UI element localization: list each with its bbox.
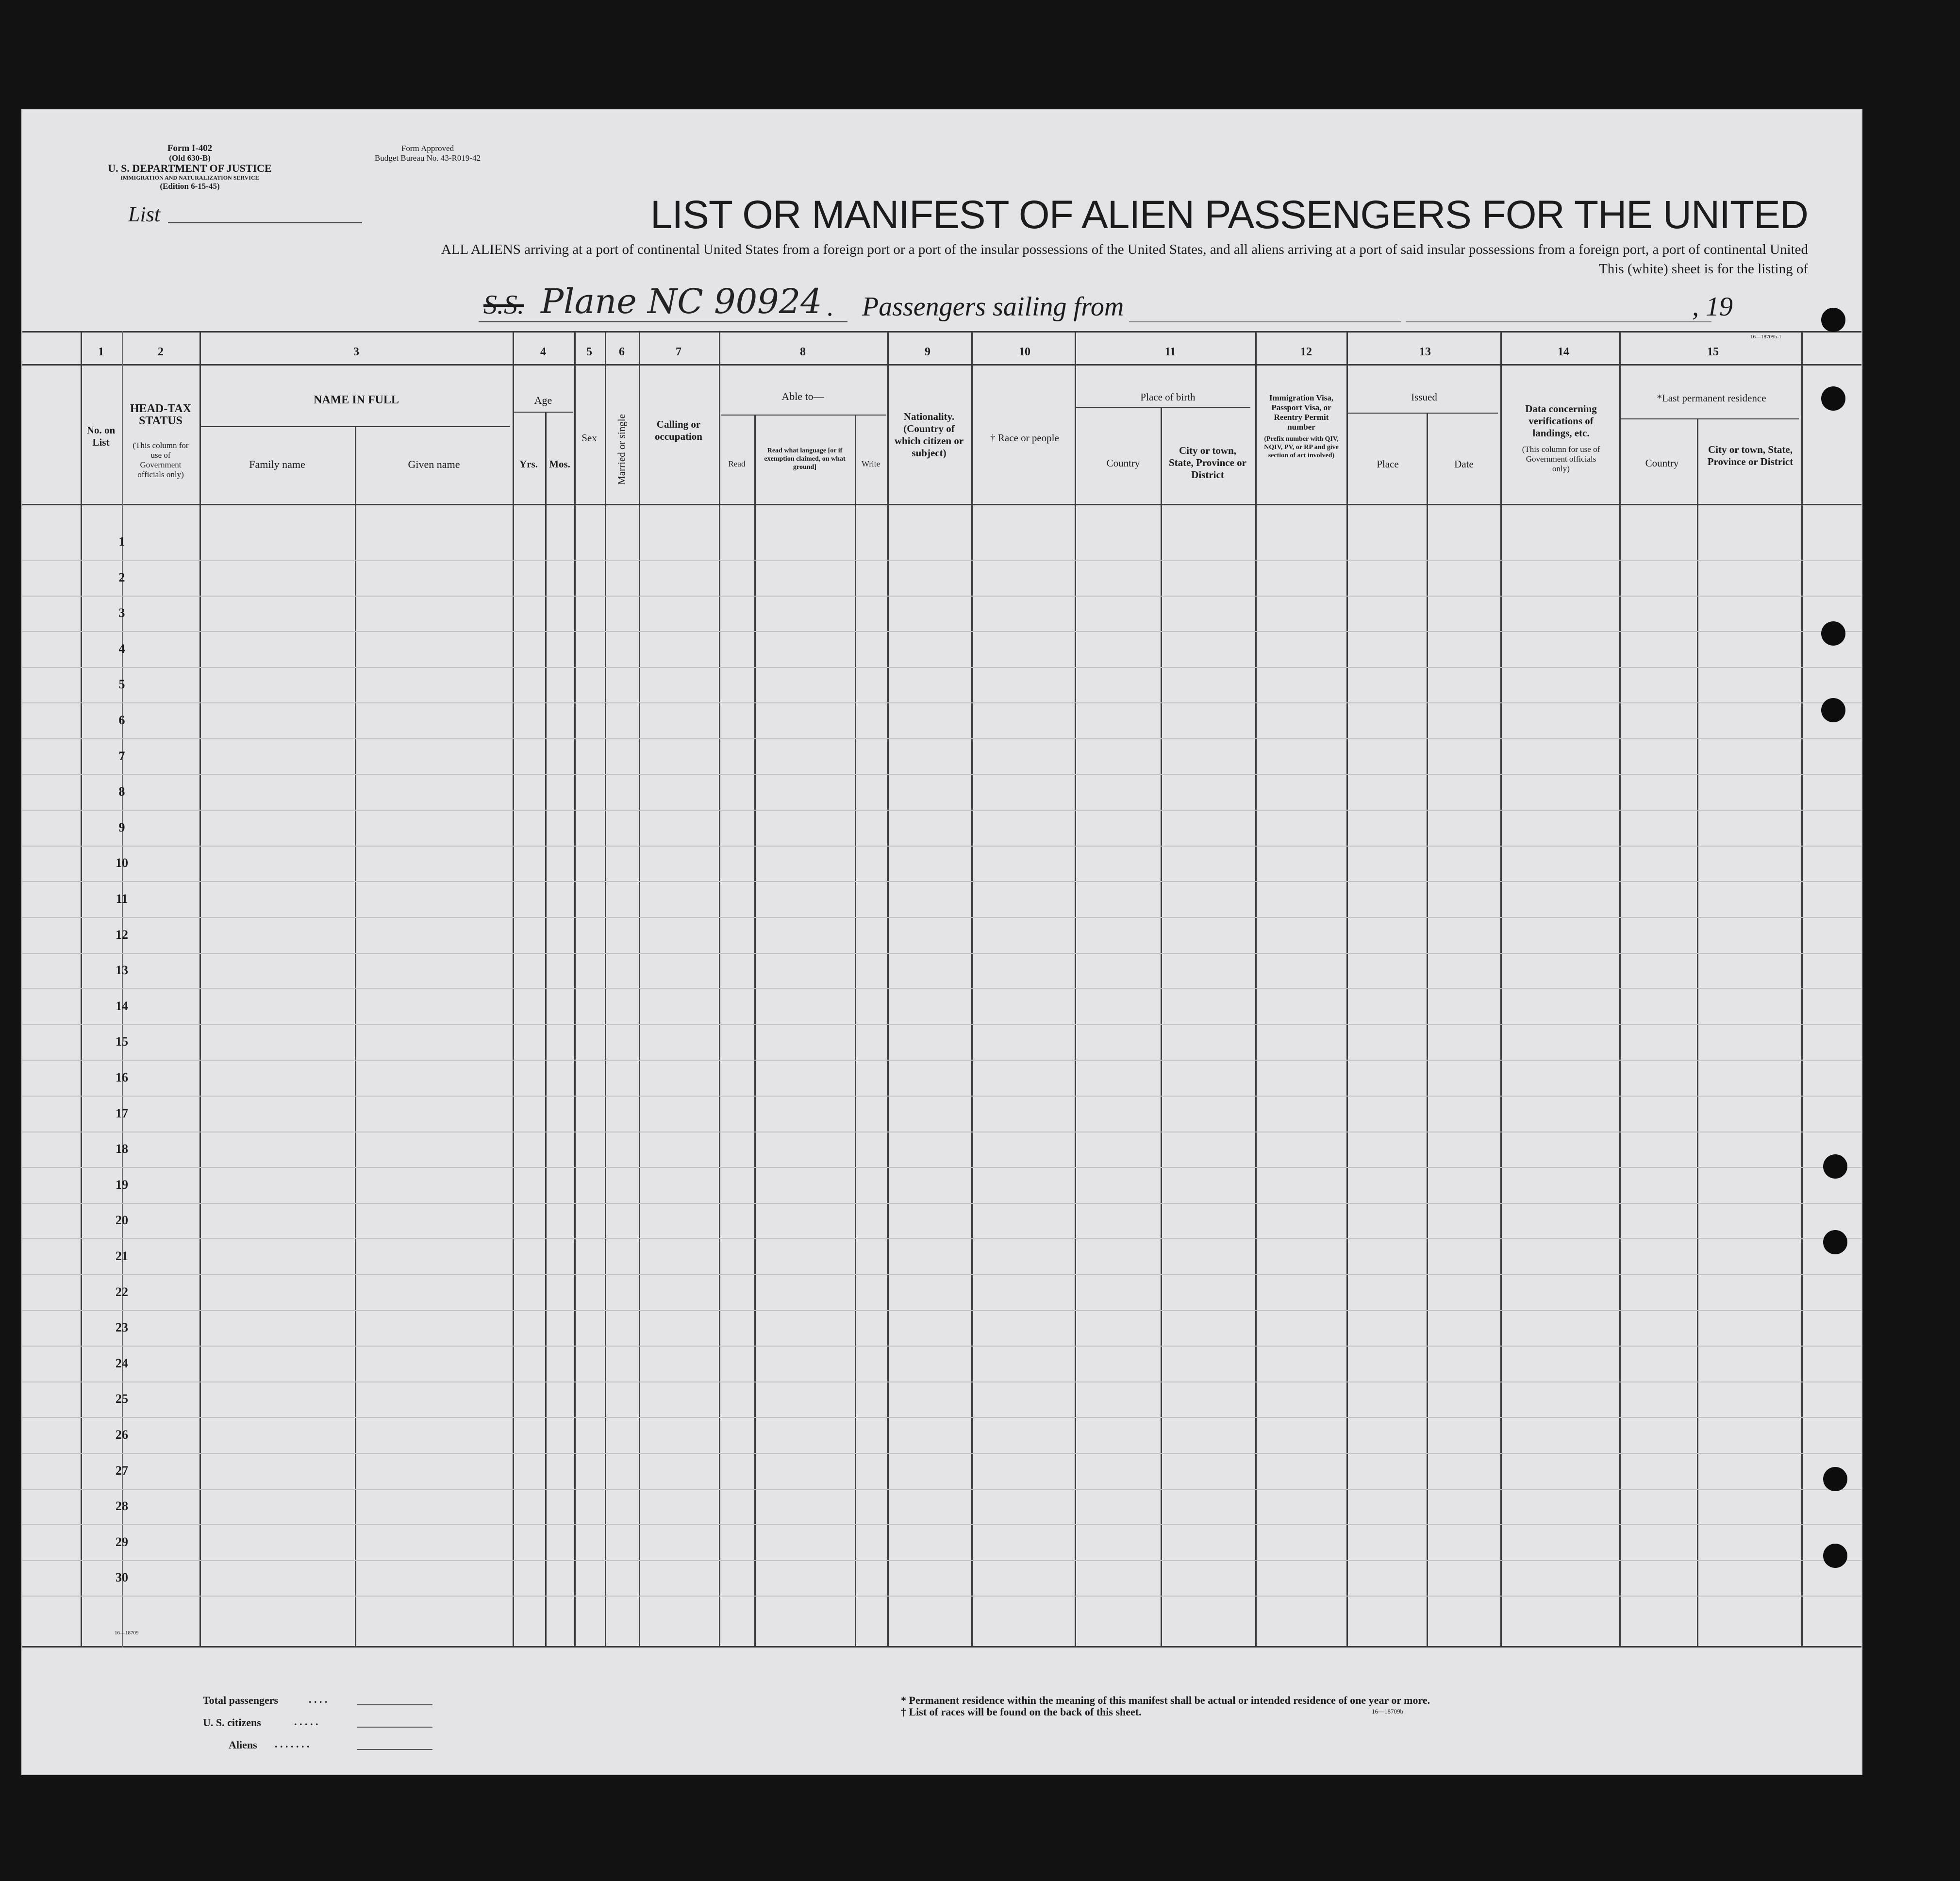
header-write: Write [861,459,880,468]
row-guide-line [22,1024,1861,1025]
row-number-text: 6 [118,713,125,727]
row-guide-line [22,631,1861,632]
year-label: , 19 [1692,292,1733,322]
row-guide-line [22,596,1861,597]
us-citizens-line [357,1727,432,1728]
row-guide-line [22,1524,1861,1525]
punch-hole [1823,1544,1847,1568]
header-age: Age [534,394,552,406]
row-number-text: 12 [116,927,128,942]
row-guide-line [22,1238,1861,1239]
row-number-text: 30 [116,1570,128,1585]
col-num-7: 7 [676,346,681,358]
row-guide-line [22,1346,1861,1347]
punch-hole [1821,621,1845,646]
row-guide-line [22,1060,1861,1061]
header-bottom-line [22,504,1861,505]
row-guide-line [22,988,1861,989]
row-guide-line [22,667,1861,668]
aliens-label: Aliens [229,1739,257,1751]
total-passengers-dots: . . . . [309,1693,328,1705]
punch-hole [1821,698,1845,722]
residence-subheader-line [1619,418,1799,419]
row-guide-line [22,738,1861,739]
header-last-residence: *Last permanent residence [1657,392,1766,404]
header-name-in-full: NAME IN FULL [313,394,399,406]
header-issued-date: Date [1454,458,1474,470]
row-guide-line [22,1310,1861,1311]
row-guide-line [22,810,1861,811]
page-title: LIST OR MANIFEST OF ALIEN PASSENGERS FOR THE UNITED [650,193,1808,237]
row-number-text: 2 [118,570,125,584]
header-data-note: (This column for use of Government officials only) [1522,445,1600,473]
form-approved: Form Approved [401,144,454,153]
header-head-tax: HEAD-TAX STATUS [130,402,192,427]
note-races: † List of races will be found on the back of this sheet. [901,1706,1142,1718]
header-issued-place: Place [1377,458,1399,470]
vessel-line [479,321,847,322]
department: U. S. DEPARTMENT OF JUSTICE [108,162,272,174]
header-data-concerning: Data concerning verifications of landings, etc. [1525,403,1597,439]
col-line-read [754,415,756,1648]
col-num-11: 11 [1164,346,1176,358]
column-number-line [22,364,1861,366]
col-num-13: 13 [1419,346,1431,358]
col-num-1: 1 [98,346,104,358]
row-guide-line [22,917,1861,918]
note-residence: * Permanent residence within the meaning of this manifest shall be actual or intended residence of one year or more. [901,1694,1430,1706]
header-calling: Calling or occupation [654,418,702,442]
row-number-text: 4 [118,641,125,656]
header-able-to: Able to— [781,390,824,402]
manifest-sheet [21,109,1862,1775]
row-guide-line [22,702,1861,703]
aliens-line [357,1749,432,1750]
header-yrs: Yrs. [519,458,538,470]
header-birth-city: City or town, State, Province or District [1169,445,1246,481]
header-nationality: Nationality. (Country of which citizen or subject) [894,411,964,459]
row-number-text: 23 [116,1320,128,1335]
row-guide-line [22,1417,1861,1418]
col-line-country [1161,407,1162,1648]
row-guide-line [22,881,1861,882]
row-guide-line [22,1167,1861,1168]
row-number-text: 16 [116,1070,128,1084]
header-head-tax-note: (This column for use of Government officials only) [133,441,189,479]
header-read-language: Read what language [or if exemption claimed, on what ground] [764,447,846,471]
punch-hole [1821,308,1845,332]
ss-label: S.S. [483,290,524,320]
col-line-country2 [1697,418,1698,1648]
header-residence-country: Country [1645,457,1679,469]
row-number-text: 14 [116,999,128,1013]
budget-bureau: Budget Bureau No. 43-R019-42 [374,153,481,163]
row-number-text: 25 [116,1392,128,1406]
form-id: Form I-402 [167,143,213,153]
row-number-text: 18 [116,1142,128,1156]
col-num-6: 6 [619,346,625,358]
list-label: List [128,202,161,226]
row-number-text: 24 [116,1356,128,1370]
col-num-2: 2 [158,346,164,358]
punch-hole [1823,1230,1847,1254]
table-bottom-line [22,1646,1861,1648]
col-num-9: 9 [925,346,930,358]
us-citizens-label: U. S. citizens [203,1716,261,1729]
row-guide-line [22,1489,1861,1490]
col-line-place [1427,413,1428,1648]
col-line-yrs [545,412,547,1648]
row-number-text: 26 [116,1428,128,1442]
us-citizens-dots: . . . . . [294,1715,318,1728]
date-line [1406,321,1711,322]
col-num-3: 3 [353,346,359,358]
header-residence-city: City or town, State, Province or District [1707,444,1794,467]
row-guide-line [22,1596,1861,1597]
header-birth-country: Country [1106,457,1140,469]
punch-hole [1823,1154,1847,1179]
row-number-text: 5 [118,677,125,692]
col-num-10: 10 [1019,346,1030,358]
row-guide-line [22,560,1861,561]
row-number-text: 9 [118,820,125,834]
row-guide-line [22,846,1861,847]
row-guide-line [22,774,1861,775]
header-married: Married or single [615,414,628,485]
list-line [168,222,362,223]
row-guide-line [22,1203,1861,1204]
code-top: 16—18709b-1 [1750,334,1782,340]
row-number-text: 28 [116,1499,128,1514]
total-passengers-label: Total passengers [203,1694,279,1706]
old-form: (Old 630-B) [169,153,211,163]
row-number-text: 7 [118,749,125,763]
col-num-5: 5 [586,346,592,358]
header-place-of-birth: Place of birth [1140,391,1196,403]
punch-hole [1823,1467,1847,1491]
vessel-handwritten: Plane NC 90924 [541,282,822,321]
service: IMMIGRATION AND NATURALIZATION SERVICE [120,174,259,181]
header-issued: Issued [1411,391,1437,403]
col-num-14: 14 [1558,346,1569,358]
row-number-text: 19 [116,1177,128,1192]
row-number-text: 3 [118,606,125,620]
age-subheader-line [513,412,573,413]
header-mos: Mos. [549,458,570,470]
header-race: † Race or people [990,432,1059,444]
subtitle-2: This (white) sheet is for the listing of [1599,261,1808,277]
header-family-name: Family name [249,458,305,470]
header-visa: Immigration Visa, Passport Visa, or Reentry Permit number [1269,393,1334,432]
total-passengers-line [357,1704,432,1705]
row-number-text: 29 [116,1534,128,1549]
row-guide-line [22,1453,1861,1454]
header-read: Read [728,459,746,468]
header-no-on-list: No. on List [86,424,116,448]
col-num-4: 4 [540,346,546,358]
row-number-text: 22 [116,1284,128,1299]
punch-hole [1821,386,1845,411]
row-guide-line [22,1274,1861,1275]
col-line-family [355,426,356,1648]
row-number-text: 11 [116,892,128,906]
row-number-text: 13 [116,963,128,978]
table-top-line [22,331,1861,333]
edition: (Edition 6-15-45) [160,182,220,191]
row-number-text: 27 [116,1463,128,1478]
row-number-text: 17 [116,1106,128,1120]
col-num-8: 8 [800,346,806,358]
row-number-text: 21 [116,1249,128,1263]
row-guide-line [22,953,1861,954]
subtitle: ALL ALIENS arriving at a port of continental United States from a foreign port or a port of the insular possessions of the United States, and all aliens arriving at a port of said insular possessions from a foreign port, a port of continental United [441,242,1808,257]
birth-subheader-line [1076,407,1250,408]
row-number-text: 1 [118,534,125,549]
row-number-text: 15 [116,1034,128,1049]
port-line [1129,321,1401,322]
header-sex: Sex [581,432,597,444]
row-guide-line [22,1096,1861,1097]
aliens-dots: . . . . . . . [275,1738,310,1750]
code-right: 16—18709b [1372,1708,1403,1715]
code-left: 16—18709 [115,1630,139,1636]
row-number-text: 20 [116,1213,128,1228]
col-num-15: 15 [1707,346,1719,358]
header-given-name: Given name [408,458,460,470]
col-line-language [855,415,856,1648]
row-number-text: 10 [116,856,128,870]
issued-subheader-line [1347,413,1498,414]
col-num-12: 12 [1300,346,1312,358]
able-subheader-line [721,415,886,416]
row-number-text: 8 [118,784,125,799]
header-visa-note: (Prefix number with QIV, NQIV, PV, or RP and give section of act involved) [1264,435,1339,459]
row-guide-line [22,1560,1861,1561]
passengers-label: Passengers sailing from [862,292,1124,322]
ss-period: . [827,292,834,322]
